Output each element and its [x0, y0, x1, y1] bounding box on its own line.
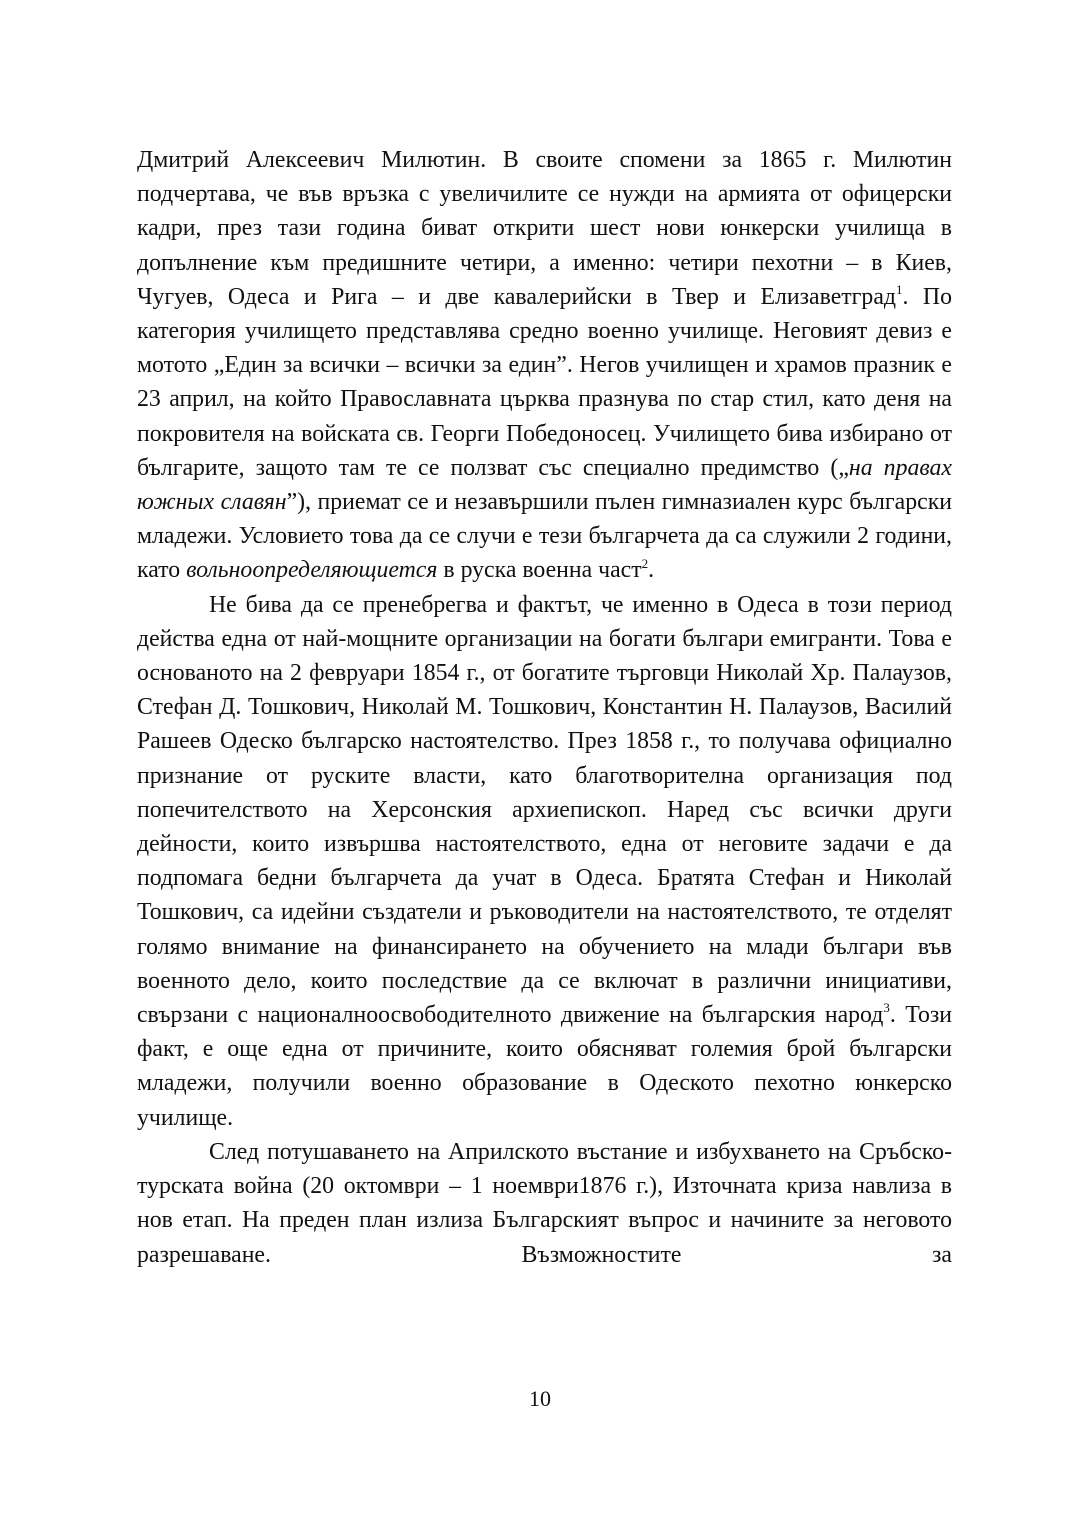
- paragraph: [137, 1135, 952, 1272]
- text-run: ”), приемат се и незавършили пълен гимназиален курс български младежи. Условието това да се случи е тези българчета да са служили 2 години, като: [137, 489, 953, 584]
- text-run: в руска военна част: [437, 557, 642, 584]
- text-run: Дмитрий Алексеевич Милютин. В своите спомени за 1865 г. Милютин подчертава, че във връзка с увеличилите се нужди на армията от офицерски кадри, през тази година биват открити шест нови юнкерски училища в допълнение към предишните четири, а именно: четири пехотни – в Киев, Чугуев, Одеса и Рига – и две кавалерийски в Твер и Елизаветград: [137, 147, 952, 310]
- text-run: Не бива да се пренебрегва и фактът, че именно в Одеса в този период действа една от най-мощните организации на богати българи емигранти. Това е основаното на 2 февруари 1854 г., от богатите търговци Николай Хр. Палаузов, Стефан Д. Тошкович, Николай М. Тошкович, Константин Н. Палаузов, Василий Рашеев Одеско българско настоятелство. През 1858 г., то получава официално признание от руските власти, като благотворителна организация под попечителството на Херсонския архиепископ. Наред със всички други дейности, които извършва настоятелството, една от неговите задачи е да подпомага бедни българчета да учат в Одеса. Братята Стефан и Николай Тошкович, са идейни създатели и ръководители на настоятелството, те отделят голямо внимание на финансирането на обучението на млади българи във военното дело, които последствие да се включат в различни инициативи, свързани с националноосвободителното движение на българския народ: [137, 591, 952, 1029]
- footnote-marker: 2: [641, 555, 649, 571]
- text-run: . Този факт, е още една от причините, които обясняват големия брой български младежи, получили военно образование в Одеското пехотно юнкерско училище.: [137, 1002, 952, 1131]
- paragraph: [137, 588, 952, 1135]
- italic-phrase: вольноопределяющиется: [186, 557, 438, 584]
- italic-phrase: на правах южных славян: [137, 454, 952, 516]
- text-run: След потушаването на Априлското въстание и избухването на Сръбско-турската война (20 октомври – 1 ноември1876 г.), Източната криза навлиза в нов етап. На преден план излиза Българският въпрос и начините за неговото разрешаване. Възможностите за: [137, 1138, 952, 1268]
- footnote-marker: 1: [896, 281, 903, 297]
- footnote-marker: 3: [883, 1000, 890, 1016]
- text-run: .: [648, 557, 655, 584]
- text-run: . По категория училището представлява средно военно училище. Неговият девиз е мотото „Един за всички – всички за един”. Негов училищен и храмов празник е 23 април, на който Православната църква празнува по стар стил, като деня на покровителя на войската св. Георги Победоносец. Училището бива избирано от българите, защото там те се ползват със специално предимство („: [137, 283, 953, 481]
- page-number: 10: [529, 1386, 551, 1411]
- paragraph: [137, 143, 952, 588]
- page-text: [137, 143, 952, 1272]
